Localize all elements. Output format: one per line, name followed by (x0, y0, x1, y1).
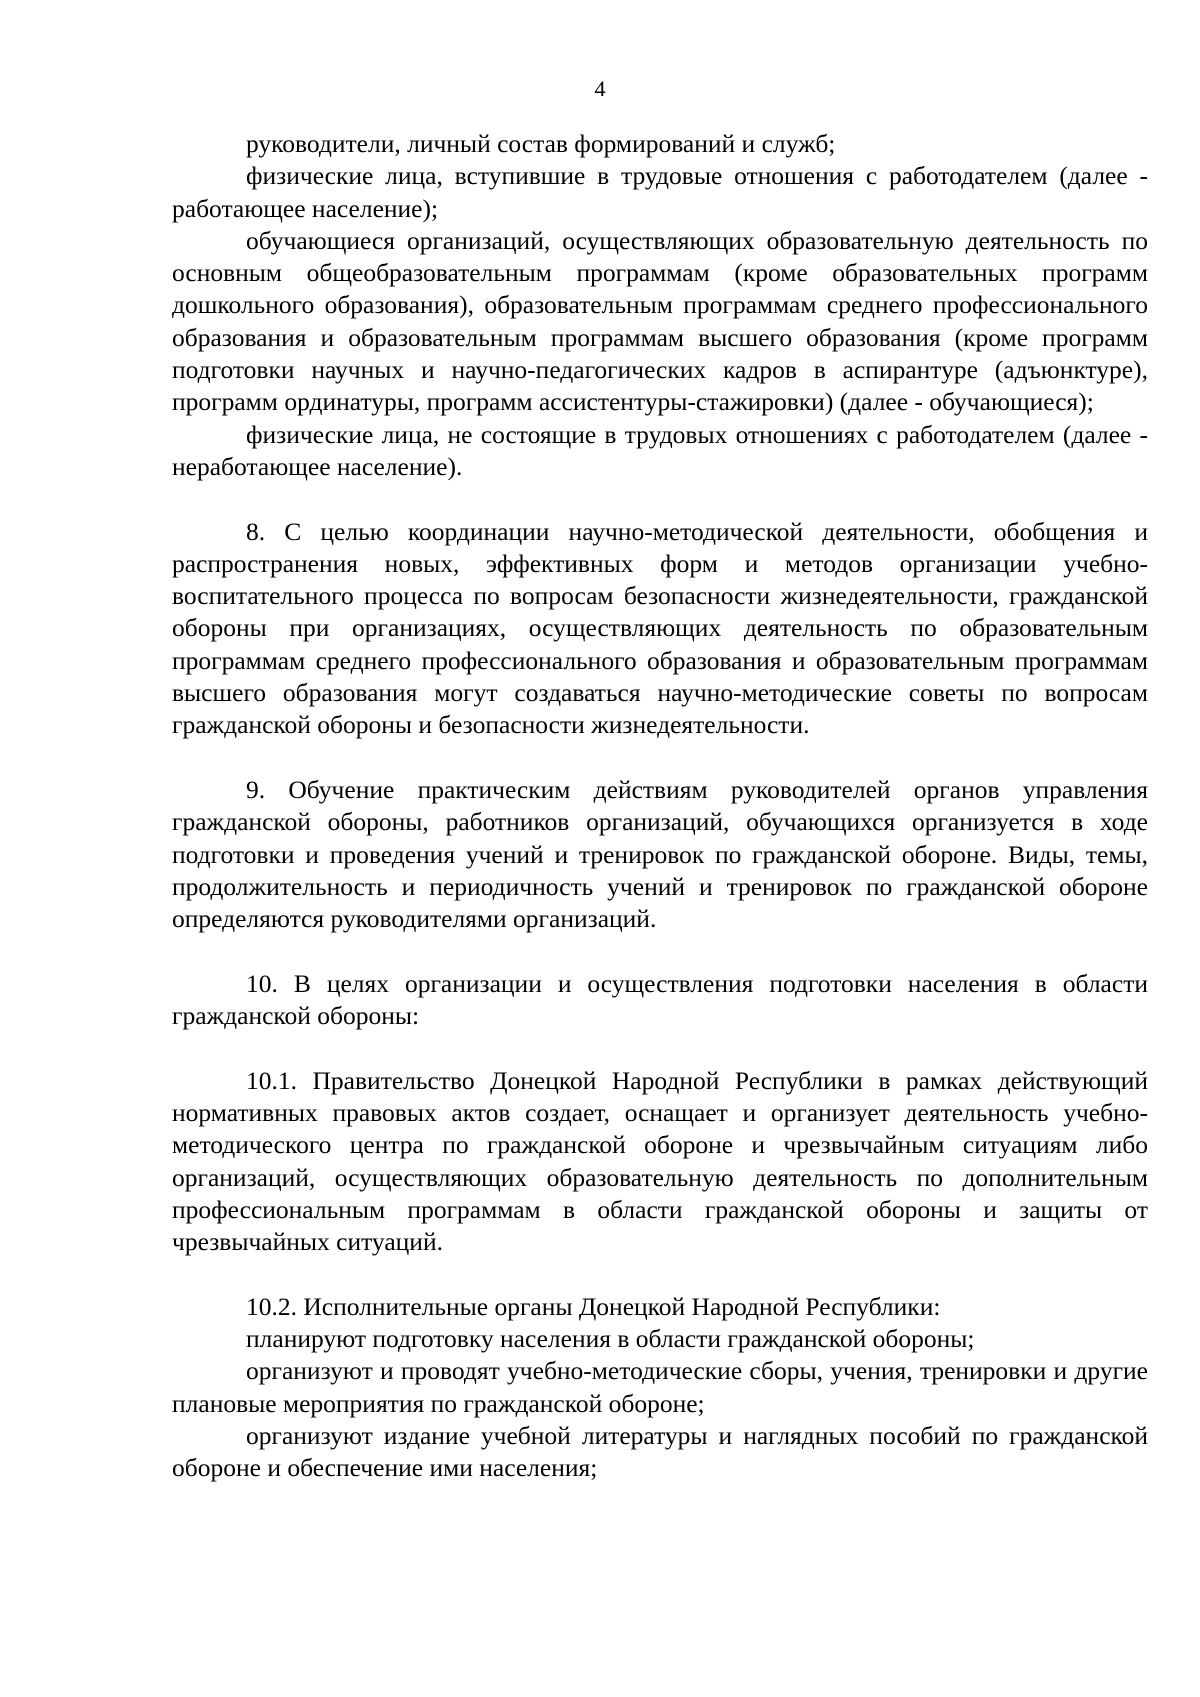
paragraph-working-population: физические лица, вступившие в трудовые отношения с работодателем (далее - работающее население); (172, 161, 1148, 223)
page-number: 4 (594, 76, 606, 101)
paragraph-clause-10: 10. В целях организации и осуществления подготовки населения в области гражданской обороны: (172, 968, 1148, 1031)
paragraph-clause-8: 8. С целью координации научно-методической деятельности, обобщения и распространения новых, эффективных форм и методов организации учебно-воспитательного процесса по вопросам безопасности жизнедеятельности, гражданской обороны при организациях, осуществляющих деятельность по образовательным программам среднего профессионального образования и образовательным программам высшего образования могут создаваться научно-методические советы по вопросам гражданской обороны и безопасности жизнедеятельности. (172, 516, 1148, 740)
paragraph-organize-exercises: организуют и проводят учебно-методические сборы, учения, тренировки и другие плановые мероприятия по гражданской обороне; (172, 1356, 1148, 1418)
paragraph-clause-9: 9. Обучение практическим действиям руководителей органов управления гражданской обороны, работников организаций, обучающихся организуется в ходе подготовки и проведения учений и тренировок по гражданской обороне. Виды, темы, продолжительность и периодичность учений и тренировок по гражданской обороне определяются руководителями организаций. (172, 774, 1148, 934)
paragraph-non-working-population: физические лица, не состоящие в трудовых отношениях с работодателем (далее - неработающее население). (172, 419, 1148, 481)
paragraph-managers: руководители, личный состав формирований и служб; (246, 129, 836, 158)
paragraph-clause-10-2: 10.2. Исполнительные органы Донецкой Народной Республики: (246, 1291, 941, 1321)
paragraph-publish-literature: организуют издание учебной литературы и наглядных пособий по гражданской обороне и обеспечение ими населения; (172, 1420, 1148, 1483)
paragraph-clause-10-1: 10.1. Правительство Донецкой Народной Республики в рамках действующий нормативных правовых актов создает, оснащает и организует деятельность учебно-методического центра по гражданской обороне и чрезвычайным ситуациям либо организаций, осуществляющих образовательную деятельность по дополнительным профессиональным программам в области гражданской обороны и защиты от чрезвычайных ситуаций. (172, 1065, 1148, 1257)
paragraph-students: обучающиеся организаций, осуществляющих образовательную деятельность по основным общеобразовательным программам (кроме образовательных программ дошкольного образования), образовательным программам среднего профессионального образования и образовательным программам высшего образования (кроме программ подготовки научных и научно-педагогических кадров в аспирантуре (адъюнктуре), программ ординатуры, программ ассистентуры-стажировки) (далее - обучающиеся); (172, 225, 1148, 417)
paragraph-plan-training: планируют подготовку населения в области гражданской обороны; (246, 1323, 975, 1353)
document-body (172, 128, 1148, 1484)
